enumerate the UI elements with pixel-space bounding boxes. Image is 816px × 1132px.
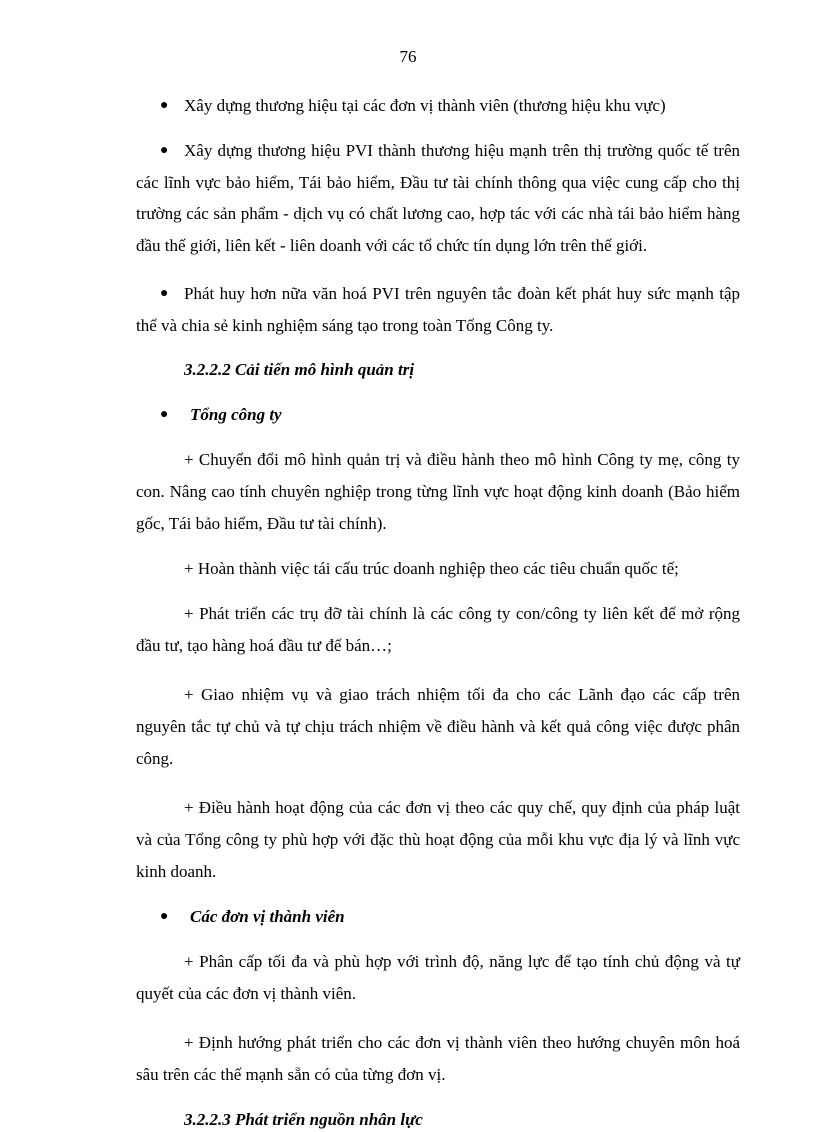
subsection-heading: ● Tổng công ty (136, 403, 740, 427)
bullet-icon: ● (160, 909, 169, 924)
paragraph: + Giao nhiệm vụ và giao trách nhiệm tối đa cho các Lãnh đạo các cấp trên nguyên tắc tự chủ và tự chịu trách nhiệm về điều hành và kết quả công việc được phân công. (136, 685, 740, 768)
paragraph: + Định hướng phát triển cho các đơn vị thành viên theo hướng chuyên môn hoá sâu trên các thế mạnh sẵn có của từng đơn vị. (136, 1033, 740, 1084)
list-item: ● Xây dựng thương hiệu tại các đơn vị thành viên (thương hiệu khu vực) (136, 94, 740, 118)
subsection-heading: ● Các đơn vị thành viên (136, 905, 740, 929)
bullet-icon: ● (160, 98, 169, 113)
section-heading: 3.2.2.3 Phát triển nguồn nhân lực (184, 1110, 423, 1129)
section-heading: 3.2.2.2 Cải tiến mô hình quản trị (184, 360, 415, 379)
paragraph: + Chuyển đổi mô hình quản trị và điều hành theo mô hình Công ty mẹ, công ty con. Nâng cao tính chuyên nghiệp trong từng lĩnh vực hoạt động kinh doanh (Bảo hiểm gốc, Tái bảo hiểm, Đầu tư tài chính). (136, 450, 740, 533)
paragraph: + Điều hành hoạt động của các đơn vị theo các quy chế, quy định của pháp luật và của Tổng công ty phù hợp với đặc thù hoạt động của mỗi khu vực địa lý và lĩnh vực kinh doanh. (136, 798, 740, 881)
paragraph: + Phân cấp tối đa và phù hợp với trình độ, năng lực để tạo tính chủ động và tự quyết của các đơn vị thành viên. (136, 952, 740, 1003)
list-item: ● Xây dựng thương hiệu PVI thành thương hiệu mạnh trên thị trường quốc tế trên các lĩnh vực bảo hiểm, Tái bảo hiểm, Đầu tư tài chính thông qua việc cung cấp cho thị trường các sản phẩm - dịch vụ có chất lương cao, hợp tác với các nhà tái bảo hiểm hàng đầu thế giới, liên kết - liên doanh với các tổ chức tín dụng lớn trên thế giới. (136, 135, 740, 261)
bullet-icon: ● (160, 143, 169, 158)
list-item: ● Phát huy hơn nữa văn hoá PVI trên nguyên tắc đoàn kết phát huy sức mạnh tập thể và chia sẻ kinh nghiệm sáng tạo trong toàn Tổng Công ty. (136, 278, 740, 341)
page-content (136, 94, 740, 1132)
page-number: 76 (399, 47, 417, 66)
paragraph: + Hoàn thành việc tái cấu trúc doanh nghiệp theo các tiêu chuẩn quốc tế; (184, 559, 679, 578)
bullet-icon: ● (160, 286, 169, 301)
bullet-icon: ● (160, 407, 169, 422)
paragraph: + Phát triển các trụ đỡ tài chính là các công ty con/công ty liên kết để mở rộng đầu tư, tạo hàng hoá đầu tư để bán…; (136, 604, 740, 655)
